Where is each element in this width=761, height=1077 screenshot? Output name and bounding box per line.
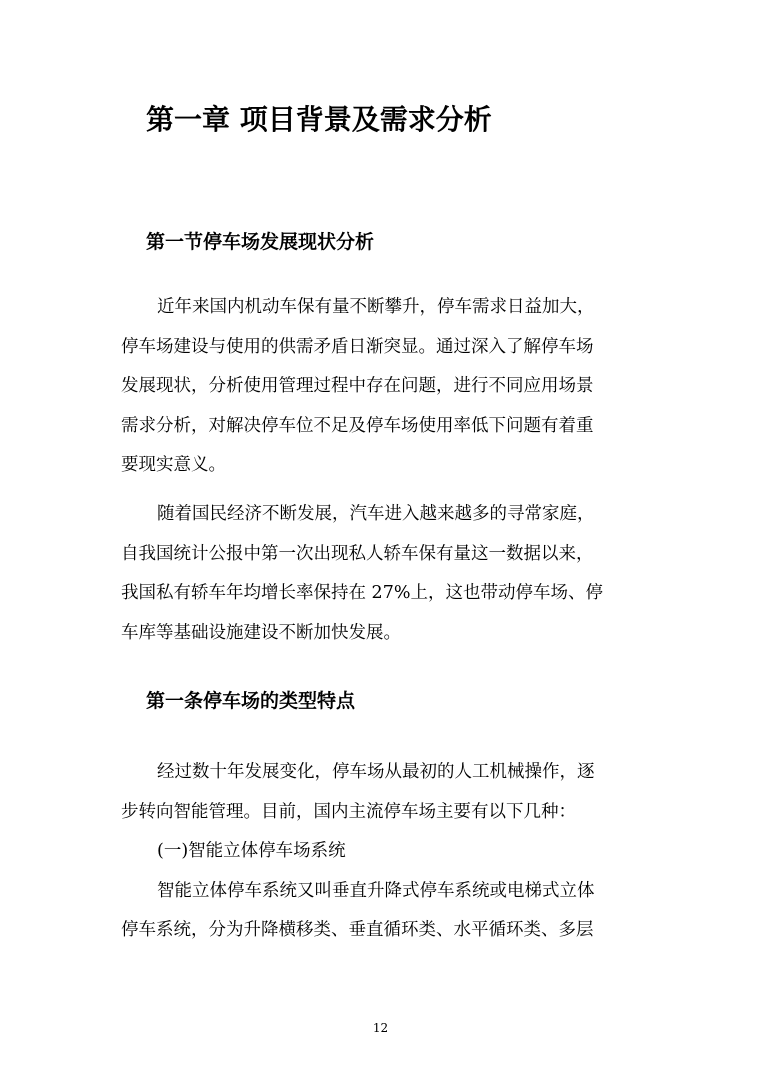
subsection-title: 第一条停车场的类型特点 xyxy=(146,690,356,712)
paragraph-line: 停车系统，分为升降横移类、垂直循环类、水平循环类、多层 xyxy=(121,920,594,940)
paragraph-parking-demand xyxy=(121,288,633,486)
paragraph-car-growth xyxy=(121,495,633,653)
item-heading: (一)智能立体停车场系统 xyxy=(157,841,346,861)
paragraph-line: 自我国统计公报中第一次出现私人轿车保有量这一数据以来， xyxy=(121,543,594,564)
paragraph-line: 我国私有轿车年均增长率保持在 27%上，这也带动停车场、停 xyxy=(121,583,603,603)
paragraph-line: 步转向智能管理。目前，国内主流停车场主要有以下几种： xyxy=(121,801,576,822)
paragraph-line: 停车场建设与使用的供需矛盾日渐突显。通过深入了解停车场 xyxy=(121,336,594,357)
paragraph-line: 近年来国内机动车保有量不断攀升，停车需求日益加大， xyxy=(157,297,595,317)
paragraph-line: 车库等基础设施建设不断加快发展。 xyxy=(121,622,401,643)
paragraph-line: 要现实意义。 xyxy=(121,455,226,475)
paragraph-line: 需求分析，对解决停车位不足及停车场使用率低下问题有着重 xyxy=(121,415,594,436)
page-number: 12 xyxy=(372,1021,389,1035)
paragraph-line: 发展现状，分析使用管理过程中存在问题，进行不同应用场景 xyxy=(121,376,594,396)
chapter-title: 第一章 项目背景及需求分析 xyxy=(146,103,492,136)
section-title: 第一节停车场发展现状分析 xyxy=(146,231,375,253)
paragraph-line: 随着国民经济不断发展，汽车进入越来越多的寻常家庭， xyxy=(157,504,595,524)
paragraph-parking-types xyxy=(121,753,633,951)
paragraph-line: 经过数十年发展变化，停车场从最初的人工机械操作，逐 xyxy=(157,762,595,782)
paragraph-line: 智能立体停车系统又叫垂直升降式停车系统或电梯式立体 xyxy=(157,880,595,901)
